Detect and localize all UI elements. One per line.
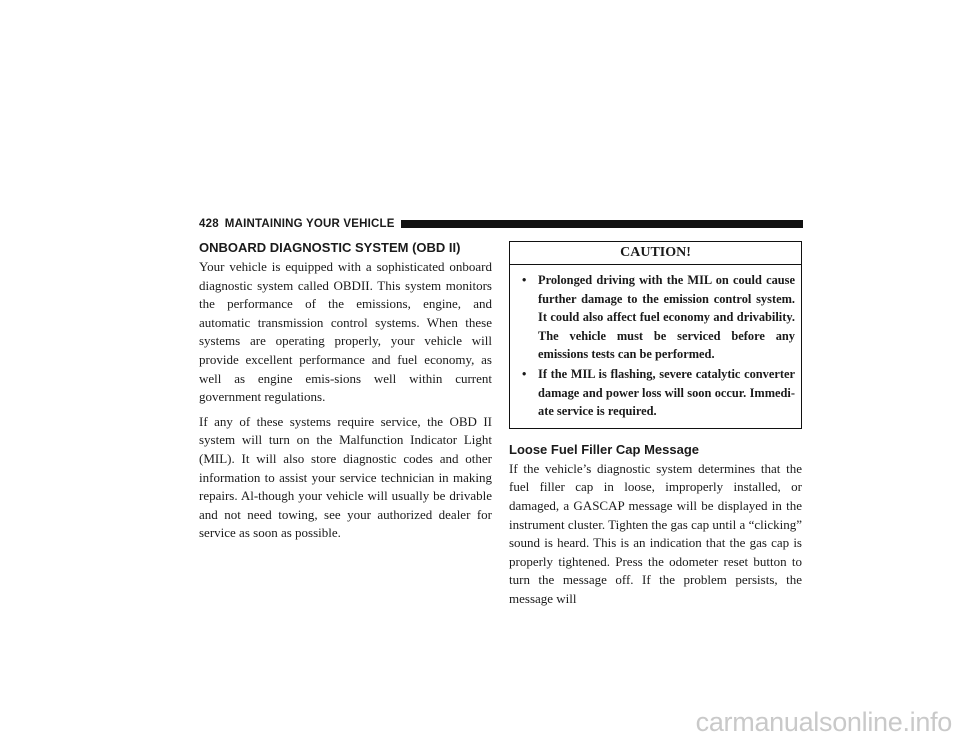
- caution-box: [509, 241, 802, 429]
- caution-item-text: Prolonged driving with the MIL on could cause further damage to the emission control system. It could also affect fuel economy and drivability. The vehicle must be serviced before any emissions tests can be performed.: [538, 273, 795, 362]
- fuel-cap-paragraph: If the vehicle’s diagnostic system determines that the fuel filler cap in loose, improperly installed, or damaged, a GASCAP message will be displayed in the instrument cluster. Tighten the gas cap until a “clicking” sound is heard. This is an indication that the gas cap is properly tightened. Press the odometer reset button to turn the message off. If the problem persists, the message will: [509, 460, 802, 606]
- watermark: carmanualsonline.info: [695, 707, 952, 737]
- caution-item-text: If the MIL is flashing, severe catalytic converter damage and power loss will soon occur. Immedi-ate service is required.: [538, 366, 795, 419]
- bullet-icon: •: [522, 273, 527, 287]
- obd-paragraph-2: If any of these systems require service, the OBD II system will turn on the Malfunction Indicator Light (MIL). It will also store diagnostic codes and other information to assist your service technician in making repairs. Al-though your vehicle will usually be drivable and not need towing, see your authorized dealer for service as soon as possible.: [199, 413, 492, 541]
- caution-item: [522, 271, 795, 364]
- right-column: [509, 241, 802, 615]
- bullet-icon: •: [522, 366, 527, 381]
- left-column: [199, 240, 492, 549]
- page-header: [199, 217, 803, 231]
- caution-list: [522, 271, 795, 421]
- obd-heading: ONBOARD DIAGNOSTIC SYSTEM (OBD II): [199, 240, 461, 255]
- obd-paragraph-1: Your vehicle is equipped with a sophisticated onboard diagnostic system called OBDII. This system monitors the performance of the emissions, engine, and automatic transmission control systems. When these systems are operating properly, your vehicle will provide excellent performance and fuel economy, as well as engine emis-sions well within current government regulations.: [199, 259, 492, 405]
- caution-item: [522, 365, 795, 421]
- header-rule: [401, 220, 803, 228]
- fuel-cap-heading: Loose Fuel Filler Cap Message: [509, 441, 699, 457]
- caution-title: CAUTION!: [510, 242, 801, 265]
- section-title: MAINTAINING YOUR VEHICLE: [224, 218, 395, 230]
- page-number: 428: [199, 218, 219, 230]
